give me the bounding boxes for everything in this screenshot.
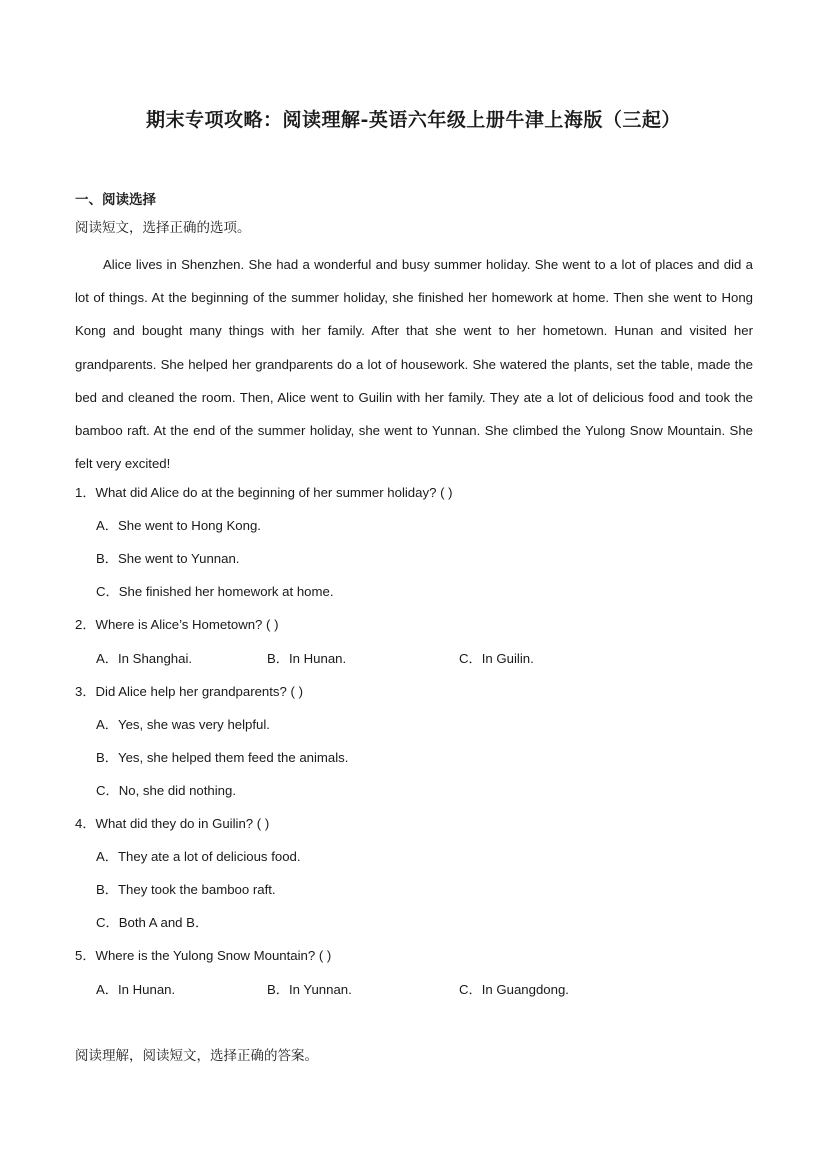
question-2-option-b: B．In Hunan. <box>267 651 347 666</box>
question-1-option-c: C．She finished her homework at home. <box>96 584 334 599</box>
question-2-option-a: A．In Shanghai. <box>96 651 193 666</box>
question-5-option-c: C．In Guangdong. <box>459 982 569 997</box>
question-2-option-c: C．In Guilin. <box>459 651 534 666</box>
question-2: 2．Where is Alice’s Hometown? ( ) <box>75 617 279 632</box>
question-5: 5．Where is the Yulong Snow Mountain? ( ) <box>75 948 332 963</box>
instruction-text-2: 阅读理解，阅读短文，选择正确的答案。 <box>75 1048 318 1063</box>
question-1-option-b: B．She went to Yunnan. <box>96 551 240 566</box>
question-4-option-b: B．They took the bamboo raft. <box>96 882 276 897</box>
question-3-option-b: B．Yes, she helped them feed the animals. <box>96 750 349 765</box>
question-4: 4．What did they do in Guilin? ( ) <box>75 816 270 831</box>
question-4-option-c: C．Both A and B． <box>96 915 209 930</box>
section-heading: 一、阅读选择 <box>75 192 156 208</box>
question-5-option-a: A．In Hunan. <box>96 982 176 997</box>
instruction-text: 阅读短文，选择正确的选项。 <box>75 220 251 235</box>
page-title: 期末专项攻略：阅读理解-英语六年级上册牛津上海版（三起） <box>146 109 681 131</box>
question-1-option-a: A．She went to Hong Kong. <box>96 518 261 533</box>
question-3: 3．Did Alice help her grandparents? ( ) <box>75 684 303 699</box>
question-3-option-a: A．Yes, she was very helpful. <box>96 717 270 732</box>
question-4-option-a: A．They ate a lot of delicious food. <box>96 849 301 864</box>
reading-passage: Alice lives in Shenzhen. She had a wonderful and busy summer holiday. She went to a lot of places and did a lot of things. At the beginning of the summer holiday, she finished her homework at home. Then she went to Hong Kong and bought many things with her family. After that she went to her hometown. Hunan and visited her grandparents. She helped her grandparents do a lot of housework. She watered the plants, set the table, made the bed and cleaned the room. Then, Alice went to Guilin with her family. They ate a lot of delicious food and took the bamboo raft. At the end of the summer holiday, she went to Yunnan. She climbed the Yulong Snow Mountain. She felt very excited! <box>75 257 753 472</box>
question-5-option-b: B．In Yunnan. <box>267 982 352 997</box>
question-1: 1．What did Alice do at the beginning of her summer holiday? ( ) <box>75 485 453 500</box>
question-3-option-c: C．No, she did nothing. <box>96 783 237 798</box>
